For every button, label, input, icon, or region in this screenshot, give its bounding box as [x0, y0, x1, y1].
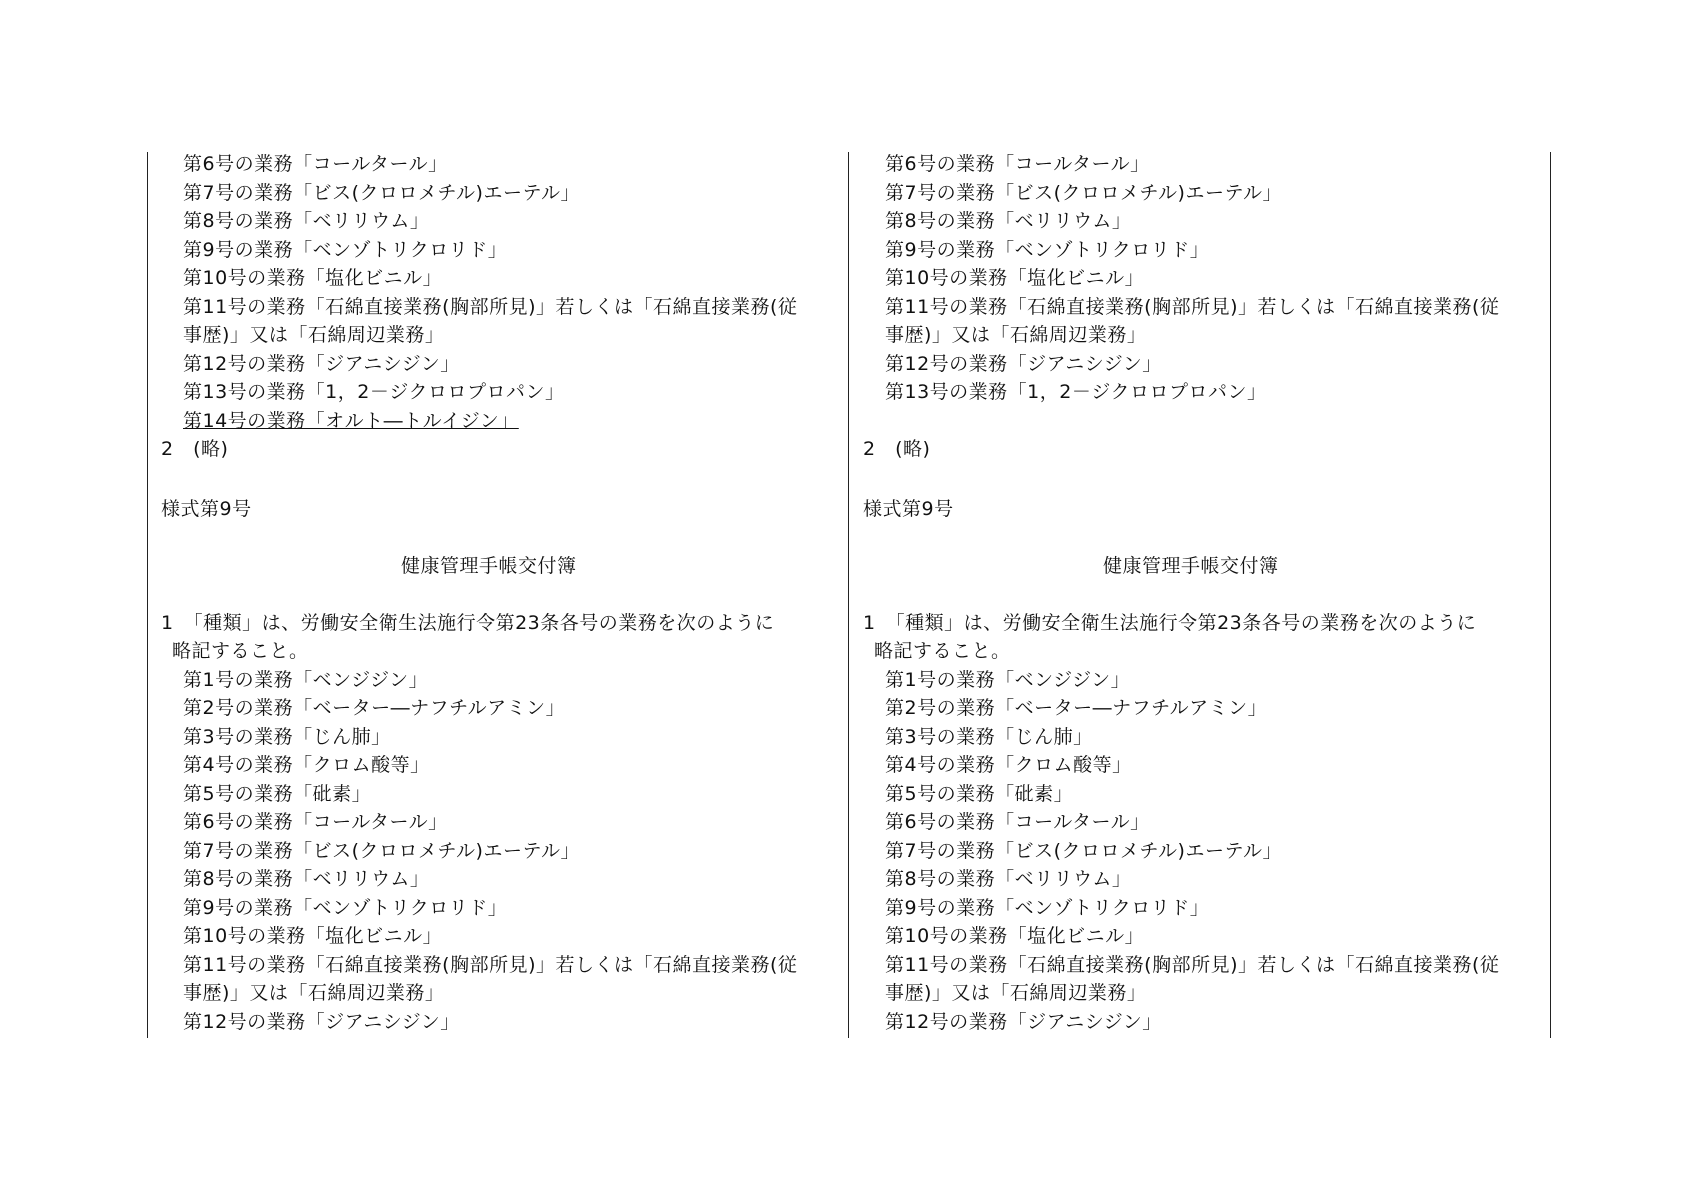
note-line: 1 「種類」は、労働安全衛生法施行令第23条各号の業務を次のように: [161, 612, 775, 634]
top-item: 第9号の業務「ベンゾトリクロリド」: [183, 239, 508, 261]
column-border-right: [1550, 152, 1551, 1038]
list-item: 第4号の業務「クロム酸等」: [885, 754, 1132, 776]
list-item: 第3号の業務「じん肺」: [183, 726, 391, 748]
list-item: 第5号の業務「砒素」: [885, 783, 1074, 805]
top-item: 第7号の業務「ビス(クロロメチル)エーテル」: [183, 182, 581, 204]
list-item: 第12号の業務「ジアニシジン」: [183, 1011, 460, 1033]
top-item: 第9号の業務「ベンゾトリクロリド」: [885, 239, 1210, 261]
list-item: 第1号の業務「ベンジジン」: [183, 669, 429, 691]
paragraph-2: 2 (略): [161, 438, 229, 460]
top-item-added: 第14号の業務「オルト―トルイジン」: [183, 410, 519, 432]
top-item: 第10号の業務「塩化ビニル」: [885, 267, 1145, 289]
top-item: 事歴)」又は「石綿周辺業務」: [183, 324, 445, 346]
list-item: 第8号の業務「ベリリウム」: [183, 868, 430, 890]
note-line: 略記すること。: [172, 640, 309, 662]
list-item: 第4号の業務「クロム酸等」: [183, 754, 430, 776]
list-item: 第6号の業務「コールタール」: [885, 811, 1150, 833]
list-item: 第7号の業務「ビス(クロロメチル)エーテル」: [885, 840, 1283, 862]
top-item: 第11号の業務「石綿直接業務(胸部所見)」若しくは「石綿直接業務(従: [885, 296, 1500, 318]
list-item: 第10号の業務「塩化ビニル」: [885, 925, 1145, 947]
revised-text-column: [148, 152, 848, 1038]
list-item: 第6号の業務「コールタール」: [183, 811, 448, 833]
paragraph-2: 2 (略): [863, 438, 931, 460]
list-item: 第8号の業務「ベリリウム」: [885, 868, 1132, 890]
top-item: 第8号の業務「ベリリウム」: [183, 210, 430, 232]
top-item: 第7号の業務「ビス(クロロメチル)エーテル」: [885, 182, 1283, 204]
column-border-middle: [848, 152, 849, 1038]
top-item: 第11号の業務「石綿直接業務(胸部所見)」若しくは「石綿直接業務(従: [183, 296, 798, 318]
note-line: 略記すること。: [874, 640, 1011, 662]
top-item: 第13号の業務「1，2－ジクロロプロパン」: [885, 381, 1267, 403]
list-item: 第12号の業務「ジアニシジン」: [885, 1011, 1162, 1033]
list-item: 第9号の業務「ベンゾトリクロリド」: [885, 897, 1210, 919]
form-label: 様式第9号: [161, 498, 252, 520]
top-item: 第13号の業務「1，2－ジクロロプロパン」: [183, 381, 565, 403]
list-item: 第11号の業務「石綿直接業務(胸部所見)」若しくは「石綿直接業務(従: [885, 954, 1500, 976]
list-item: 第1号の業務「ベンジジン」: [885, 669, 1131, 691]
top-item: 第8号の業務「ベリリウム」: [885, 210, 1132, 232]
form-title: 健康管理手帳交付簿: [1103, 555, 1279, 577]
top-item: 第12号の業務「ジアニシジン」: [183, 353, 460, 375]
list-item: 事歴)」又は「石綿周辺業務」: [885, 982, 1147, 1004]
list-item: 第11号の業務「石綿直接業務(胸部所見)」若しくは「石綿直接業務(従: [183, 954, 798, 976]
list-item: 第10号の業務「塩化ビニル」: [183, 925, 443, 947]
top-item: 第6号の業務「コールタール」: [885, 153, 1150, 175]
list-item: 第2号の業務「ベーター―ナフチルアミン」: [885, 697, 1268, 719]
list-item: 事歴)」又は「石綿周辺業務」: [183, 982, 445, 1004]
current-text-column: [850, 152, 1550, 1038]
list-item: 第7号の業務「ビス(クロロメチル)エーテル」: [183, 840, 581, 862]
list-item: 第3号の業務「じん肺」: [885, 726, 1093, 748]
list-item: 第5号の業務「砒素」: [183, 783, 372, 805]
top-item: 事歴)」又は「石綿周辺業務」: [885, 324, 1147, 346]
form-label: 様式第9号: [863, 498, 954, 520]
list-item: 第9号の業務「ベンゾトリクロリド」: [183, 897, 508, 919]
top-item: 第6号の業務「コールタール」: [183, 153, 448, 175]
note-line: 1 「種類」は、労働安全衛生法施行令第23条各号の業務を次のように: [863, 612, 1477, 634]
top-item: 第12号の業務「ジアニシジン」: [885, 353, 1162, 375]
top-item: 第10号の業務「塩化ビニル」: [183, 267, 443, 289]
form-title: 健康管理手帳交付簿: [401, 555, 577, 577]
list-item: 第2号の業務「ベーター―ナフチルアミン」: [183, 697, 566, 719]
